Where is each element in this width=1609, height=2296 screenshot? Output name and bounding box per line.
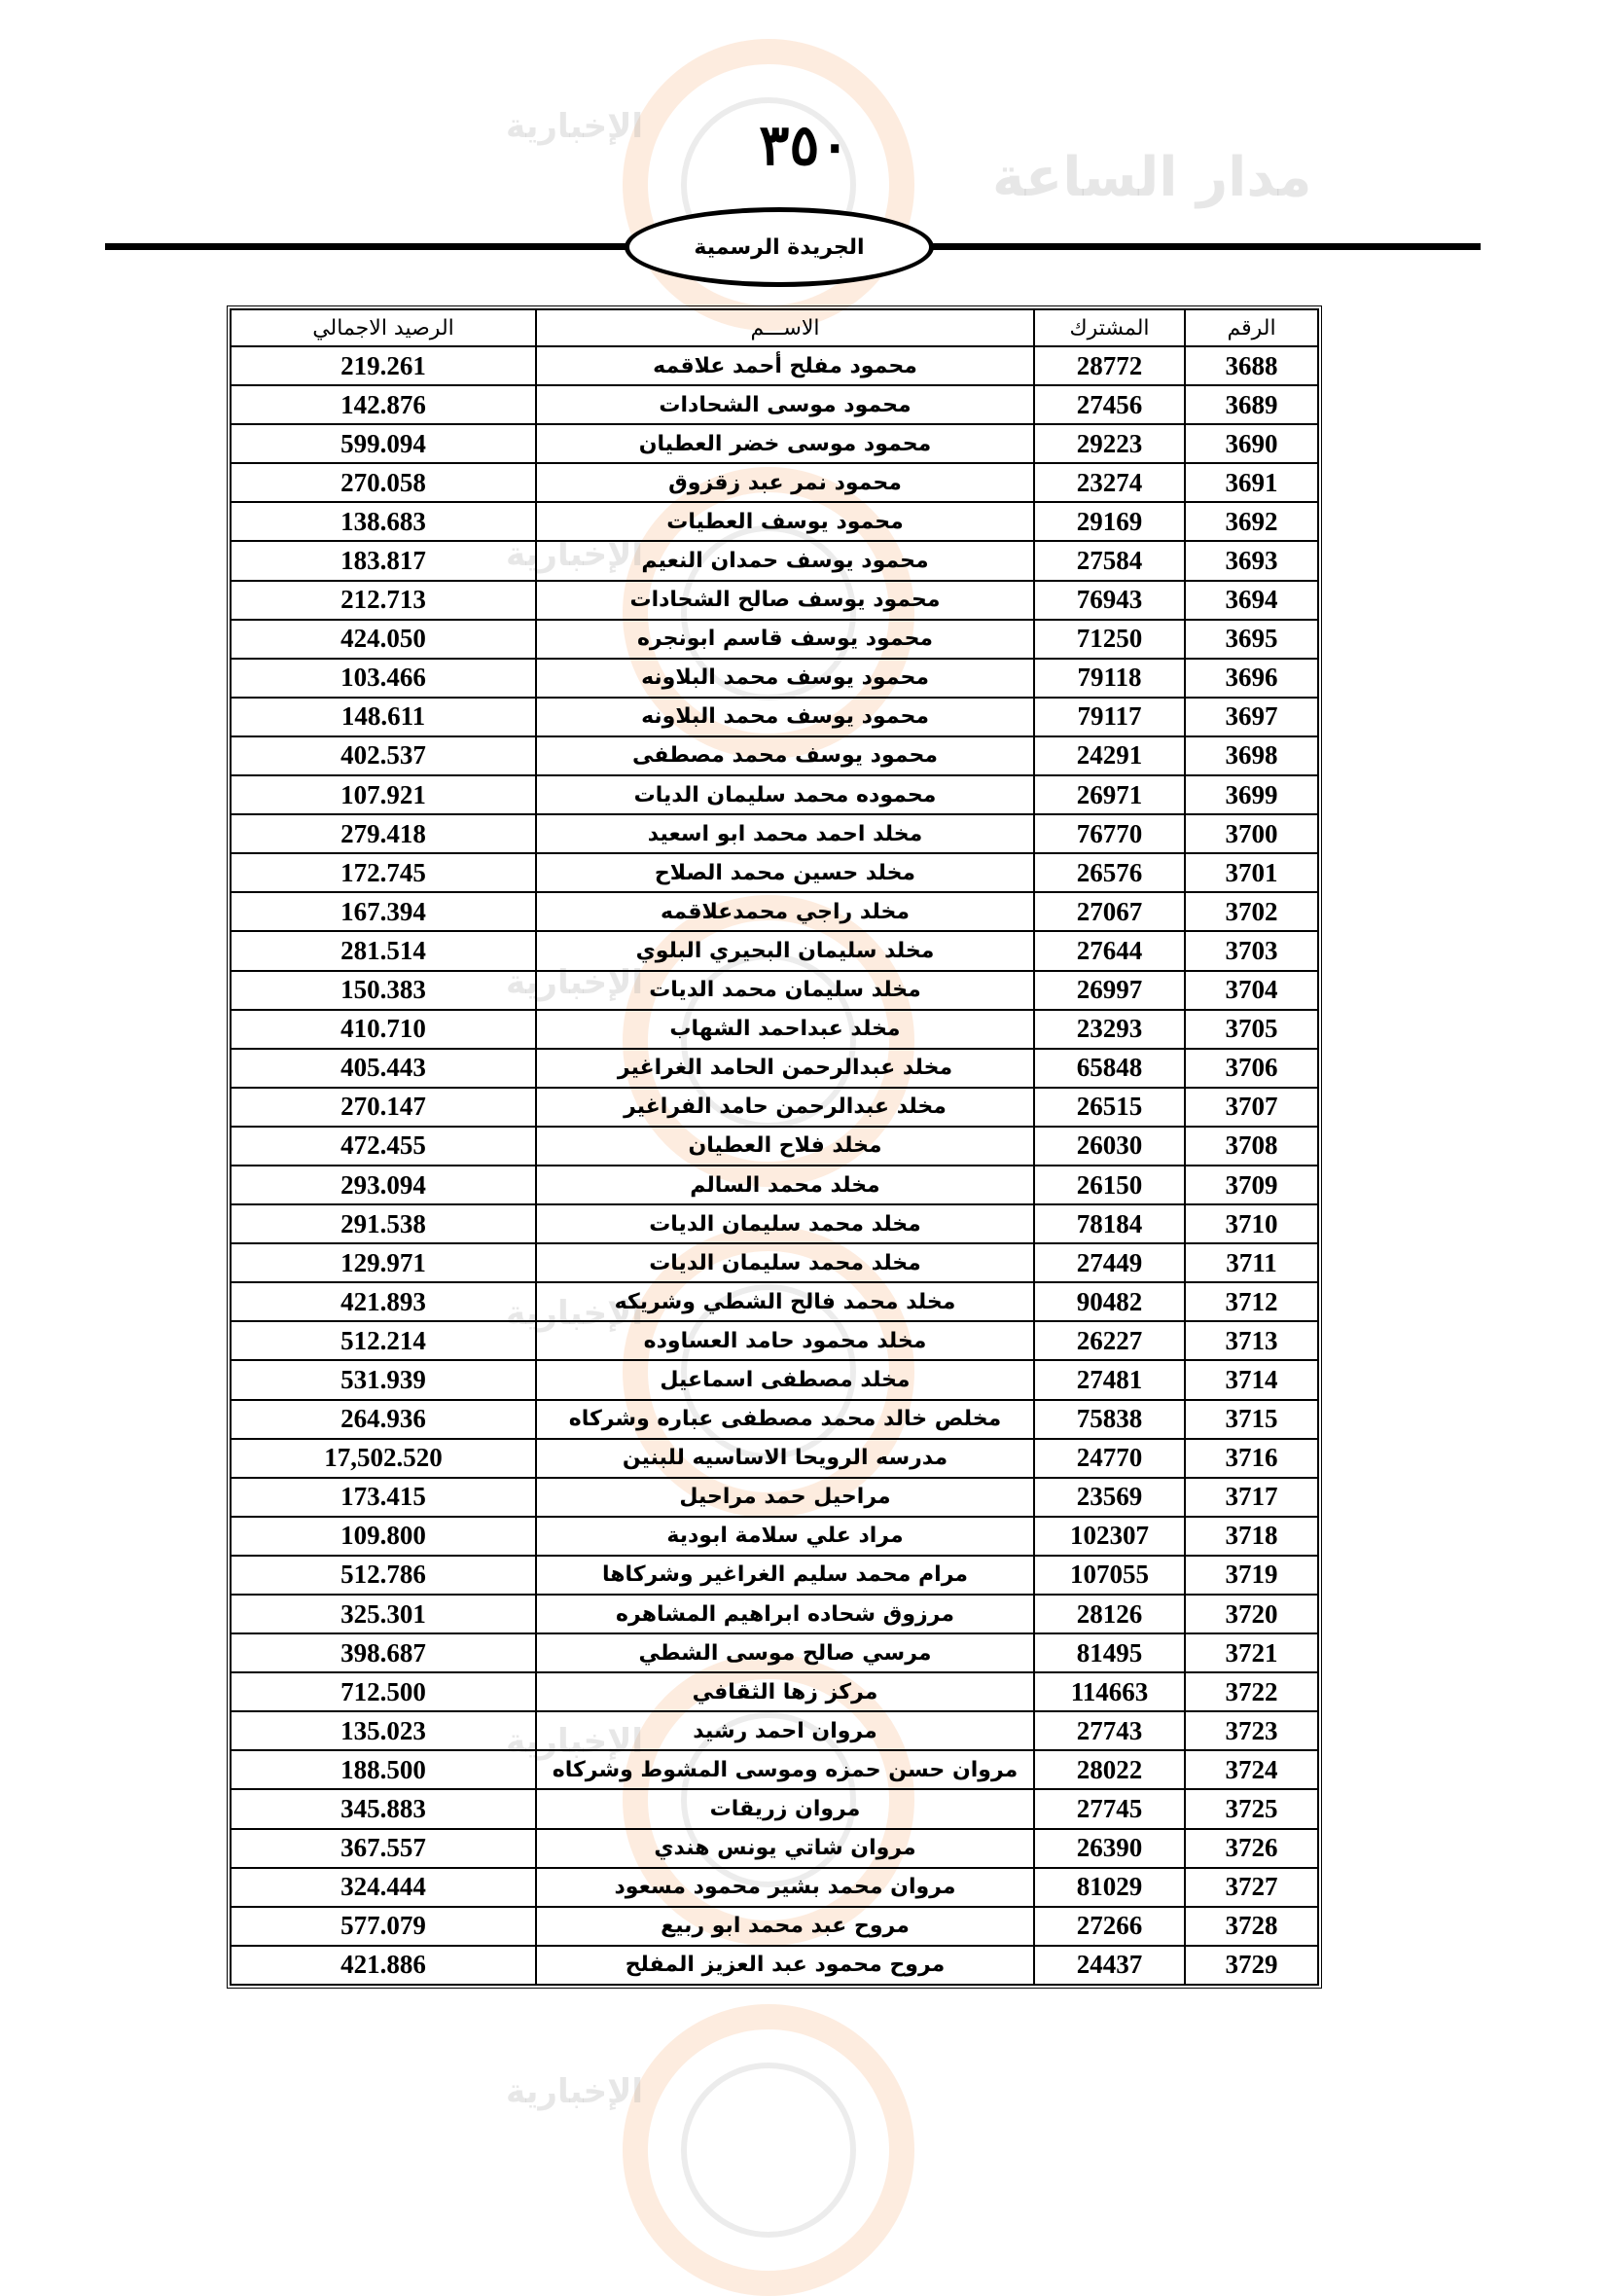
cell-number: 3693 [1185,541,1318,580]
cell-balance: 167.394 [231,892,536,931]
cell-number: 3713 [1185,1321,1318,1360]
cell-subscriber: 114663 [1034,1672,1185,1711]
header-balance: الرصيد الاجمالي [231,309,536,346]
cell-subscriber: 23569 [1034,1478,1185,1517]
table-row [231,1829,1318,1868]
table-row [231,502,1318,541]
cell-number: 3688 [1185,346,1318,385]
cell-balance: 398.687 [231,1633,536,1672]
table-row [231,1478,1318,1517]
cell-number: 3710 [1185,1204,1318,1243]
cell-number: 3699 [1185,775,1318,814]
table-row [231,1868,1318,1907]
cell-name: مخلد راجي محمدعلاقمه [536,892,1034,931]
cell-balance: 712.500 [231,1672,536,1711]
cell-balance: 212.713 [231,581,536,620]
cell-balance: 172.745 [231,853,536,892]
cell-balance: 367.557 [231,1829,536,1868]
cell-name: مرام محمد سليم الغراغير وشركاها [536,1556,1034,1595]
cell-number: 3726 [1185,1829,1318,1868]
cell-name: مخلد مصطفى اسماعيل [536,1360,1034,1399]
cell-subscriber: 26390 [1034,1829,1185,1868]
table-row [231,1360,1318,1399]
cell-number: 3705 [1185,1010,1318,1049]
cell-number: 3725 [1185,1789,1318,1828]
cell-name: مدرسه الرويحا الاساسيه للبنين [536,1439,1034,1478]
cell-name: مرزوق شحاده ابراهيم المشاهره [536,1595,1034,1633]
cell-subscriber: 28126 [1034,1595,1185,1633]
table-row [231,698,1318,736]
table-row [231,931,1318,970]
cell-balance: 424.050 [231,620,536,659]
cell-balance: 183.817 [231,541,536,580]
cell-number: 3728 [1185,1907,1318,1946]
table-row [231,1750,1318,1789]
cell-name: مخلد محمد سليمان الديات [536,1243,1034,1282]
cell-balance: 135.023 [231,1711,536,1750]
watermark-small-text: الإخبارية [506,535,644,574]
table-row [231,1010,1318,1049]
cell-number: 3692 [1185,502,1318,541]
cell-subscriber: 79117 [1034,698,1185,736]
table-row [231,1282,1318,1321]
cell-number: 3695 [1185,620,1318,659]
gazette-title-oval [625,207,934,287]
cell-name: مروان احمد رشيد [536,1711,1034,1750]
table-row [231,385,1318,424]
cell-subscriber: 27743 [1034,1711,1185,1750]
page-number: ٣٥٠ [759,112,850,178]
cell-subscriber: 24437 [1034,1946,1185,1985]
table-row [231,1711,1318,1750]
cell-name: مخلد سليمان محمد الديات [536,971,1034,1010]
cell-balance: 150.383 [231,971,536,1010]
cell-subscriber: 71250 [1034,620,1185,659]
cell-number: 3707 [1185,1088,1318,1127]
cell-number: 3723 [1185,1711,1318,1750]
cell-balance: 512.786 [231,1556,536,1595]
cell-balance: 173.415 [231,1478,536,1517]
table-row [231,1127,1318,1166]
header-subscriber: المشترك [1034,309,1185,346]
cell-balance: 577.079 [231,1907,536,1946]
cell-name: مخلد محمد سليمان الديات [536,1204,1034,1243]
cell-balance: 324.444 [231,1868,536,1907]
cell-number: 3689 [1185,385,1318,424]
cell-balance: 402.537 [231,736,536,775]
cell-number: 3704 [1185,971,1318,1010]
table-row [231,1243,1318,1282]
table-row [231,346,1318,385]
table-row [231,1672,1318,1711]
table-row [231,541,1318,580]
cell-subscriber: 28772 [1034,346,1185,385]
clock-icon [623,2004,914,2296]
cell-balance: 17,502.520 [231,1439,536,1478]
cell-subscriber: 27584 [1034,541,1185,580]
cell-name: محمود يوسف صالح الشحادات [536,581,1034,620]
cell-subscriber: 26150 [1034,1166,1185,1204]
cell-subscriber: 26576 [1034,853,1185,892]
cell-balance: 281.514 [231,931,536,970]
cell-subscriber: 29223 [1034,424,1185,463]
cell-subscriber: 76770 [1034,814,1185,853]
cell-subscriber: 23293 [1034,1010,1185,1049]
cell-subscriber: 26971 [1034,775,1185,814]
cell-name: مخلد سليمان البحيري البلوي [536,931,1034,970]
cell-number: 3718 [1185,1517,1318,1556]
cell-balance: 138.683 [231,502,536,541]
cell-name: مروان شاتي يونس هندي [536,1829,1034,1868]
watermark-small-text: الإخبارية [506,2072,644,2111]
table-row [231,620,1318,659]
cell-number: 3729 [1185,1946,1318,1985]
table-row [231,814,1318,853]
table-row [231,1517,1318,1556]
cell-balance: 270.058 [231,463,536,502]
cell-subscriber: 27266 [1034,1907,1185,1946]
cell-number: 3708 [1185,1127,1318,1166]
cell-subscriber: 24291 [1034,736,1185,775]
cell-name: مخلص خالد محمد مصطفى عباره وشركاه [536,1400,1034,1439]
table-row [231,1321,1318,1360]
cell-name: مخلد عبدالرحمن الحامد الغراغير [536,1049,1034,1088]
table-row [231,1088,1318,1127]
cell-name: مراد علي سلامة ابودية [536,1517,1034,1556]
table-row [231,1789,1318,1828]
subscriber-balance-table [230,308,1319,1986]
cell-number: 3722 [1185,1672,1318,1711]
cell-subscriber: 26997 [1034,971,1185,1010]
cell-subscriber: 75838 [1034,1400,1185,1439]
cell-subscriber: 29169 [1034,502,1185,541]
cell-balance: 109.800 [231,1517,536,1556]
cell-balance: 129.971 [231,1243,536,1282]
cell-subscriber: 81029 [1034,1868,1185,1907]
table-row [231,463,1318,502]
watermark-side-text: مدار الساعة [992,146,1312,209]
cell-number: 3724 [1185,1750,1318,1789]
cell-balance: 188.500 [231,1750,536,1789]
cell-name: مخلد عبداحمد الشهاب [536,1010,1034,1049]
cell-balance: 421.893 [231,1282,536,1321]
table-row [231,1946,1318,1985]
table-row [231,892,1318,931]
cell-subscriber: 76943 [1034,581,1185,620]
cell-name: محموده محمد سليمان الديات [536,775,1034,814]
cell-balance: 531.939 [231,1360,536,1399]
header-name: الاســـم [536,309,1034,346]
cell-number: 3691 [1185,463,1318,502]
cell-subscriber: 24770 [1034,1439,1185,1478]
table-row [231,659,1318,698]
cell-balance: 472.455 [231,1127,536,1166]
cell-subscriber: 27644 [1034,931,1185,970]
cell-name: مخلد محمد فالح الشطي وشريكه [536,1282,1034,1321]
cell-number: 3720 [1185,1595,1318,1633]
watermark-small-text: الإخبارية [506,1294,644,1333]
cell-name: مخلد احمد محمد ابو اسعيد [536,814,1034,853]
cell-subscriber: 23274 [1034,463,1185,502]
cell-name: محمود موسى خضر العطيان [536,424,1034,463]
cell-balance: 410.710 [231,1010,536,1049]
watermark-small-text: الإخبارية [506,963,644,1002]
table-row [231,424,1318,463]
cell-name: مخلد عبدالرحمن حامد الفراغير [536,1088,1034,1127]
table-row [231,1049,1318,1088]
cell-number: 3714 [1185,1360,1318,1399]
cell-name: مخلد محمود حامد العساوده [536,1321,1034,1360]
cell-subscriber: 27067 [1034,892,1185,931]
cell-balance: 421.886 [231,1946,536,1985]
cell-balance: 279.418 [231,814,536,853]
cell-balance: 142.876 [231,385,536,424]
cell-balance: 270.147 [231,1088,536,1127]
cell-subscriber: 27449 [1034,1243,1185,1282]
cell-subscriber: 102307 [1034,1517,1185,1556]
cell-number: 3702 [1185,892,1318,931]
cell-name: محمود موسى الشحادات [536,385,1034,424]
cell-subscriber: 27745 [1034,1789,1185,1828]
table-row [231,1166,1318,1204]
cell-name: مروح عبد محمد ابو ربيع [536,1907,1034,1946]
cell-name: محمود يوسف محمد مصطفى [536,736,1034,775]
cell-number: 3727 [1185,1868,1318,1907]
clock-icon [623,39,914,331]
table-row [231,581,1318,620]
cell-name: مرسي صالح موسى الشطي [536,1633,1034,1672]
watermark-small-text: الإخبارية [506,107,644,146]
cell-number: 3717 [1185,1478,1318,1517]
cell-subscriber: 107055 [1034,1556,1185,1595]
cell-name: محمود يوسف حمدان النعيم [536,541,1034,580]
cell-balance: 345.883 [231,1789,536,1828]
cell-subscriber: 26030 [1034,1127,1185,1166]
header-number: الرقم [1185,309,1318,346]
cell-name: مروان زريقات [536,1789,1034,1828]
table-row [231,1907,1318,1946]
cell-balance: 103.466 [231,659,536,698]
cell-number: 3719 [1185,1556,1318,1595]
cell-number: 3696 [1185,659,1318,698]
table-row [231,736,1318,775]
cell-name: مخلد محمد السالم [536,1166,1034,1204]
cell-name: مركز زها الثقافي [536,1672,1034,1711]
cell-name: مخلد حسين محمد الصلاح [536,853,1034,892]
cell-number: 3711 [1185,1243,1318,1282]
cell-balance: 291.538 [231,1204,536,1243]
cell-balance: 148.611 [231,698,536,736]
table-row [231,1204,1318,1243]
cell-balance: 219.261 [231,346,536,385]
cell-number: 3700 [1185,814,1318,853]
cell-number: 3694 [1185,581,1318,620]
cell-subscriber: 28022 [1034,1750,1185,1789]
cell-subscriber: 81495 [1034,1633,1185,1672]
table-row [231,1400,1318,1439]
table-row [231,1556,1318,1595]
table-row [231,775,1318,814]
cell-number: 3697 [1185,698,1318,736]
watermark-small-text: الإخبارية [506,1722,644,1761]
cell-balance: 512.214 [231,1321,536,1360]
cell-subscriber: 26227 [1034,1321,1185,1360]
cell-number: 3703 [1185,931,1318,970]
cell-balance: 325.301 [231,1595,536,1633]
cell-balance: 293.094 [231,1166,536,1204]
cell-number: 3701 [1185,853,1318,892]
table-row [231,971,1318,1010]
cell-subscriber: 90482 [1034,1282,1185,1321]
cell-balance: 599.094 [231,424,536,463]
cell-balance: 405.443 [231,1049,536,1088]
cell-name: محمود يوسف العطيات [536,502,1034,541]
cell-name: مروان حسن حمزه وموسى المشوط وشركاه [536,1750,1034,1789]
cell-name: مروح محمود عبد العزيز المفلح [536,1946,1034,1985]
cell-number: 3716 [1185,1439,1318,1478]
cell-number: 3698 [1185,736,1318,775]
cell-subscriber: 26515 [1034,1088,1185,1127]
cell-balance: 264.936 [231,1400,536,1439]
cell-number: 3709 [1185,1166,1318,1204]
table-row [231,1439,1318,1478]
cell-subscriber: 27456 [1034,385,1185,424]
table-row [231,853,1318,892]
cell-number: 3690 [1185,424,1318,463]
cell-name: محمود يوسف محمد البلاونه [536,698,1034,736]
table-row [231,1633,1318,1672]
table-row [231,1595,1318,1633]
cell-number: 3721 [1185,1633,1318,1672]
cell-number: 3706 [1185,1049,1318,1088]
cell-name: مروان محمد بشير محمود مسعود [536,1868,1034,1907]
cell-balance: 107.921 [231,775,536,814]
gazette-title: الجريدة الرسمية [694,234,865,260]
cell-number: 3712 [1185,1282,1318,1321]
cell-subscriber: 27481 [1034,1360,1185,1399]
cell-subscriber: 65848 [1034,1049,1185,1088]
cell-subscriber: 79118 [1034,659,1185,698]
cell-subscriber: 78184 [1034,1204,1185,1243]
cell-name: مراحيل حمد مراحيل [536,1478,1034,1517]
table-header-row [231,309,1318,346]
cell-name: مخلد فلاح العطيان [536,1127,1034,1166]
cell-name: محمود نمر عبد زقزوق [536,463,1034,502]
cell-number: 3715 [1185,1400,1318,1439]
cell-name: محمود يوسف قاسم ابونجره [536,620,1034,659]
cell-name: محمود يوسف محمد البلاونه [536,659,1034,698]
cell-name: محمود مفلح أحمد علاقمه [536,346,1034,385]
